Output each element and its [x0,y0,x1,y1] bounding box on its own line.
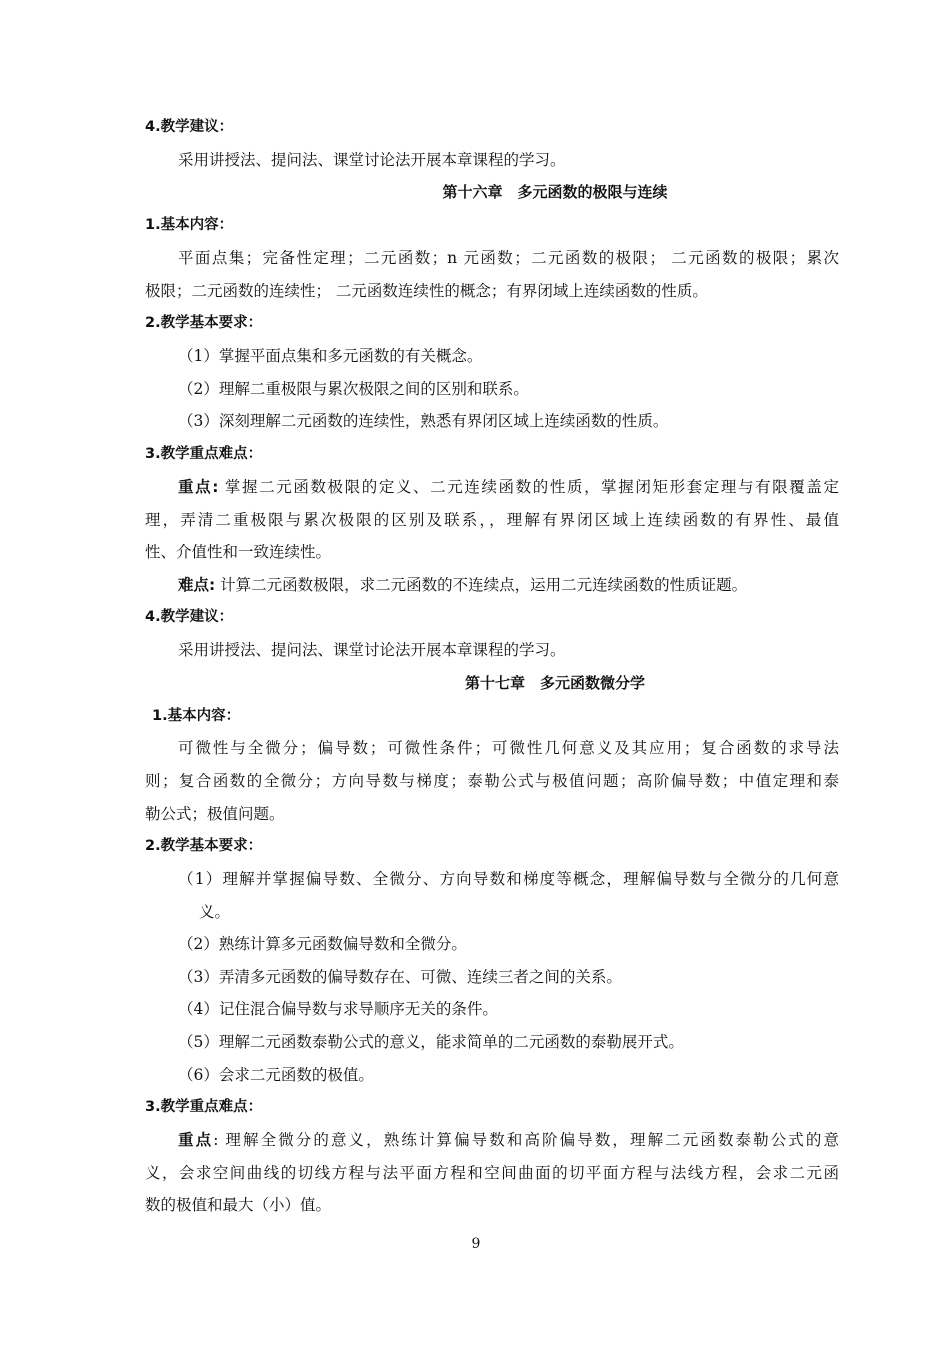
ch16-difficulty-line [178,575,839,595]
ch17-requirement-1-line2: 义。 [199,903,231,921]
ch17-requirement-5: （5）理解二元函数泰勒公式的意义，能求简单的二元函数的泰勒展开式。 [178,1033,684,1051]
difficulty-text: 计算二元函数极限，求二元函数的不连续点，运用二元连续函数的性质证题。 [215,576,748,594]
key-label: 重点 [178,1131,214,1149]
ch16-key-line1 [178,477,839,497]
ch17-content-line1: 可微性与全微分；偏导数；可微性条件；可微性几何意义及其应用；复合函数的求导法 [178,739,839,757]
ch17-requirement-2: （2）熟练计算多元函数偏导数和全微分。 [178,935,467,953]
ch16-requirement-1: （1）掌握平面点集和多元函数的有关概念。 [178,347,483,365]
section-heading-advice: 4.教学建议： [145,119,234,135]
ch17-requirement-1-line1: （1）理解并掌握偏导数、全微分、方向导数和梯度等概念，理解偏导数与全微分的几何意 [178,870,839,888]
ch17-requirement-6: （6）会求二元函数的极值。 [178,1066,374,1084]
key-label: 重点: [178,478,219,496]
ch17-content-line2: 则；复合函数的全微分；方向导数与梯度；泰勒公式与极值问题；高阶偏导数；中值定理和泰 [145,772,839,790]
ch17-content-line3: 勒公式；极值问题。 [145,805,285,823]
ch17-key-line2: 义，会求空间曲线的切线方程与法平面方程和空间曲面的切平面方程与法线方程，会求二元函 [145,1164,839,1182]
ch16-key-points-heading: 3.教学重点难点： [145,446,263,462]
ch16-advice-text: 采用讲授法、提问法、课堂讨论法开展本章课程的学习。 [178,641,566,659]
ch16-content-heading: 1.基本内容： [145,217,234,233]
difficulty-label: 难点: [178,576,216,594]
ch17-requirement-4: （4）记住混合偏导数与求导顺序无关的条件。 [178,1000,498,1018]
key-text: 掌握二元函数极限的定义、二元连续函数的性质，掌握闭矩形套定理与有限覆盖定 [218,478,839,496]
chapter-16-title: 第十六章 多元函数的极限与连续 [442,183,668,201]
ch16-content-line1: 平面点集；完备性定理；二元函数；n 元函数；二元函数的极限； 二元函数的极限；累次 [178,249,839,267]
ch17-key-line3: 数的极值和最大（小）值。 [145,1196,332,1214]
ch17-key-line1 [178,1130,839,1150]
advice-text: 采用讲授法、提问法、课堂讨论法开展本章课程的学习。 [178,151,566,169]
ch16-key-line2: 理，弄清二重极限与累次极限的区别及联系，，理解有界闭区域上连续函数的有界性、最值 [145,511,839,529]
chapter-17-title: 第十七章 多元函数微分学 [464,674,645,692]
ch17-requirement-3: （3）弄清多元函数的偏导数存在、可微、连续三者之间的关系。 [178,968,622,986]
ch16-content-line2: 极限；二元函数的连续性； 二元函数连续性的概念；有界闭域上连续函数的性质。 [145,282,708,300]
key-text: : 理解全微分的意义，熟练计算偏导数和高阶偏导数，理解二元函数泰勒公式的意 [213,1131,839,1149]
ch16-requirements-heading: 2.教学基本要求： [145,315,263,331]
ch17-requirements-heading: 2.教学基本要求： [145,838,263,854]
ch17-key-points-heading: 3.教学重点难点： [145,1099,263,1115]
ch16-requirement-2: （2）理解二重极限与累次极限之间的区别和联系。 [178,380,529,398]
ch16-requirement-3: （3）深刻理解二元函数的连续性，熟悉有界闭区域上连续函数的性质。 [178,412,669,430]
page-number: 9 [471,1236,481,1252]
ch16-key-line3: 性、介值性和一致连续性。 [145,543,332,561]
ch16-advice-heading: 4.教学建议： [145,609,234,625]
ch17-content-heading: 1.基本内容： [152,708,241,724]
